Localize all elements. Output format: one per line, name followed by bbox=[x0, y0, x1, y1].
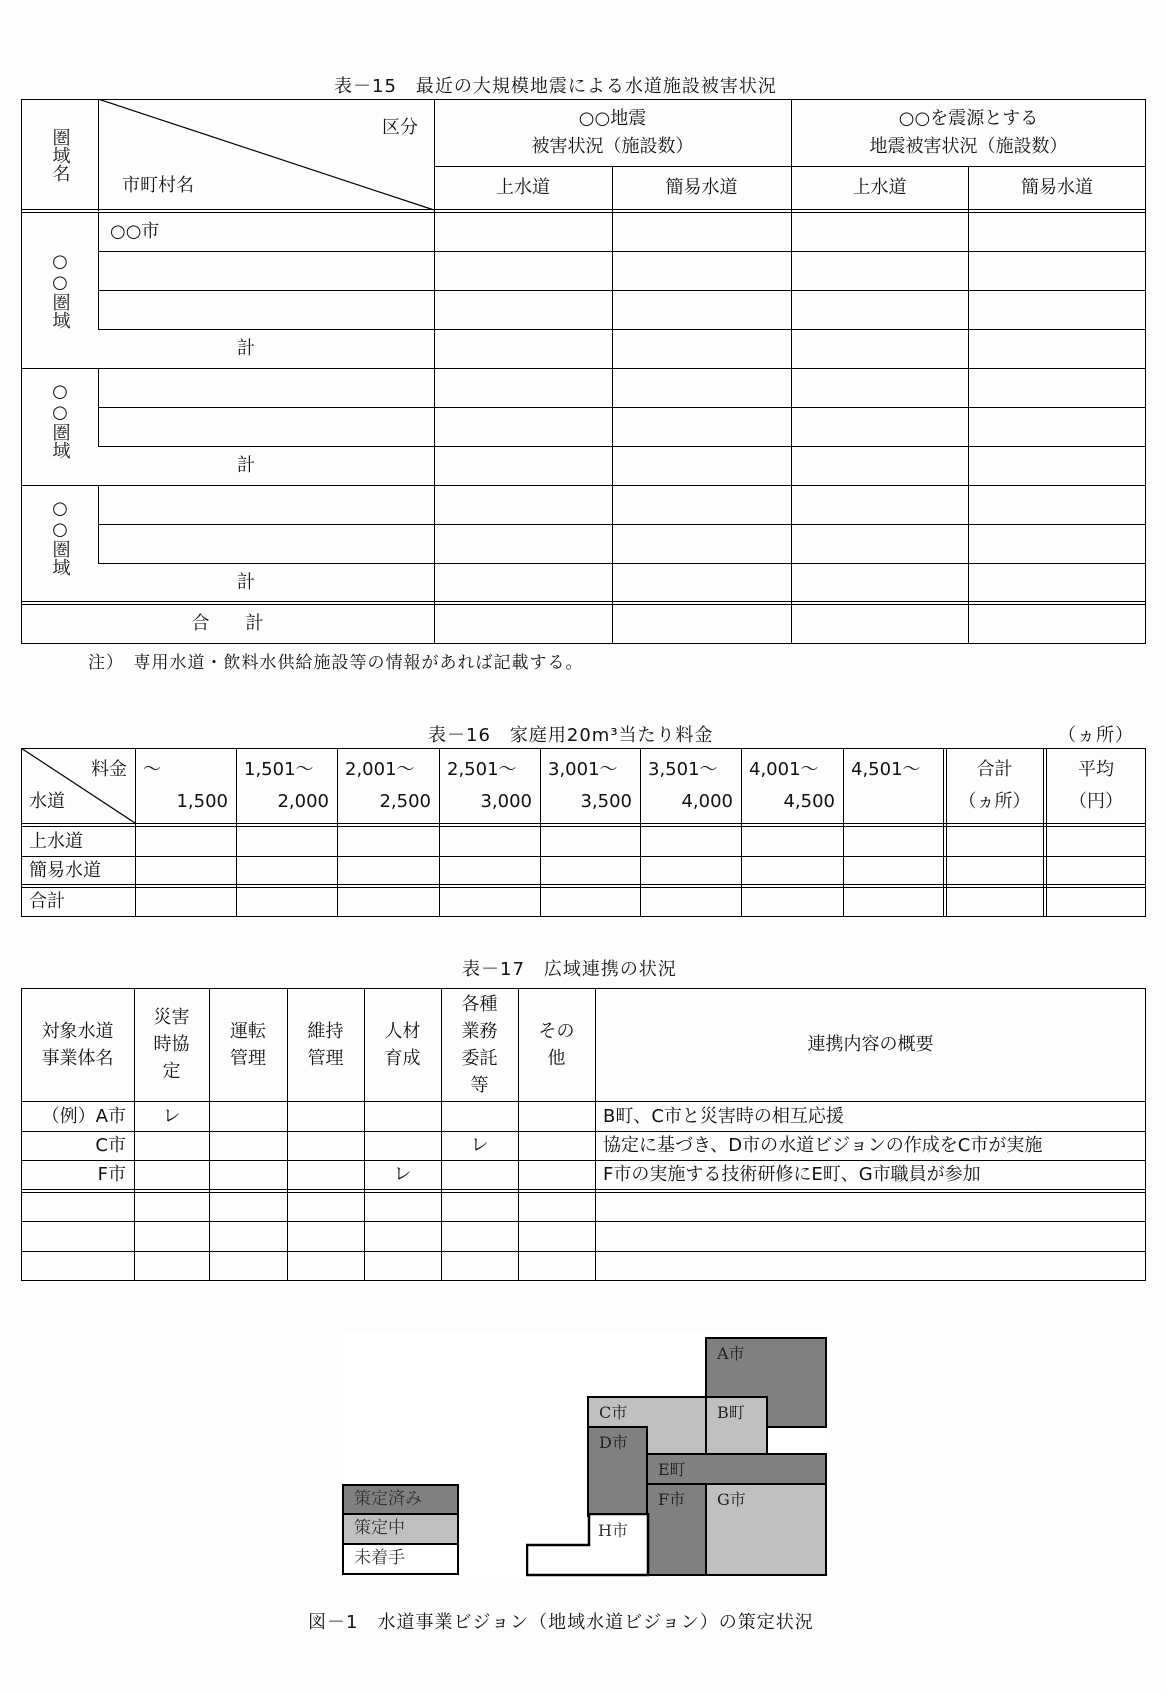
table-border bbox=[98, 251, 1146, 252]
table-border bbox=[98, 407, 1146, 408]
col-header-line1: 3,501～ bbox=[648, 758, 718, 780]
figure1-caption: 図－1 水道事業ビジョン（地域水道ビジョン）の策定状況 bbox=[308, 1612, 814, 1633]
col-header-line2: 3,500 bbox=[580, 790, 632, 812]
entity-name: C市 bbox=[95, 1135, 126, 1156]
col-header-line1: 4,501～ bbox=[851, 758, 921, 780]
header-line: 災害 bbox=[153, 1007, 190, 1028]
col-header-line1: 1,501～ bbox=[244, 758, 314, 780]
header-target-entity bbox=[21, 988, 134, 1101]
area-h-city-shape bbox=[526, 1513, 650, 1577]
area-f-city: F市 bbox=[646, 1483, 708, 1576]
header-sub-4: 簡易水道 bbox=[1021, 177, 1093, 198]
area-a-city: A市 bbox=[705, 1337, 827, 1428]
header-training bbox=[364, 988, 441, 1101]
header-line: 時協 bbox=[153, 1034, 190, 1055]
col-header-line1: 2,001～ bbox=[345, 758, 415, 780]
header-region-name: 圏域名 bbox=[49, 128, 71, 182]
col-header-line1: 4,001～ bbox=[749, 758, 819, 780]
header-line: 他 bbox=[547, 1047, 566, 1069]
table16-unit: （ヵ所） bbox=[1058, 725, 1134, 746]
table-border bbox=[612, 166, 613, 644]
header-line: 運転 bbox=[230, 1020, 266, 1042]
area-h-city-label: H市 bbox=[598, 1521, 628, 1540]
region-label-2: ○○圏域 bbox=[49, 381, 71, 459]
table-border bbox=[968, 166, 969, 644]
header-line: 事業体名 bbox=[41, 1047, 114, 1069]
header-category: 区分 bbox=[382, 116, 418, 138]
header-summary: 連携内容の概要 bbox=[807, 1034, 934, 1055]
col-header-line2: 1,500 bbox=[176, 790, 228, 812]
header-other bbox=[518, 988, 595, 1101]
table15-note: 注） 専用水道・飲料水供給施設等の情報があれば記載する。 bbox=[88, 653, 584, 673]
summary-cell: F市の実施する技術研修にE町、G市職員が参加 bbox=[603, 1164, 981, 1185]
header-line: 定 bbox=[162, 1061, 181, 1082]
header-group2-line1: ○○を震源とする bbox=[898, 107, 1039, 129]
row-label-kan-i-suido: 簡易水道 bbox=[29, 859, 101, 881]
header-municipality: 市町村名 bbox=[122, 174, 194, 196]
table-border bbox=[21, 748, 1146, 749]
entity-name: F市 bbox=[97, 1164, 126, 1185]
col-header-line1: 2,501～ bbox=[447, 758, 517, 780]
table-border bbox=[21, 887, 1146, 888]
area-g-city: G市 bbox=[705, 1483, 827, 1576]
table-border bbox=[98, 524, 1146, 525]
summary-cell: 協定に基づき、D市の水道ビジョンの作成をC市が実施 bbox=[603, 1135, 1043, 1156]
col-header-line2: 2,500 bbox=[379, 790, 431, 812]
area-b-town: B町 bbox=[705, 1396, 768, 1456]
table-border bbox=[21, 826, 1146, 827]
col-header-line2: 4,500 bbox=[783, 790, 835, 812]
header-line: 維持 bbox=[307, 1020, 344, 1042]
header-outsourcing bbox=[441, 988, 518, 1101]
table-border bbox=[21, 1192, 1146, 1193]
table-border bbox=[1043, 748, 1044, 917]
subtotal-label: 計 bbox=[237, 338, 255, 359]
table-border bbox=[21, 485, 1146, 486]
table-border bbox=[21, 1280, 1146, 1281]
table-border bbox=[21, 1189, 1146, 1190]
header-line: 人材 bbox=[384, 1020, 421, 1042]
table-border bbox=[98, 485, 99, 563]
header-line: 管理 bbox=[307, 1047, 344, 1069]
table16-title: 表－16 家庭用20m³当たり料金 bbox=[428, 725, 714, 746]
col-header-line2: 4,000 bbox=[681, 790, 733, 812]
table-border bbox=[21, 1221, 1146, 1222]
legend-in-progress: 策定中 bbox=[342, 1513, 459, 1545]
header-line: 等 bbox=[470, 1074, 489, 1096]
header-line: 業務 bbox=[461, 1020, 498, 1042]
header-line: その bbox=[538, 1020, 575, 1042]
col-header-line2: 2,000 bbox=[277, 790, 329, 812]
header-line: 育成 bbox=[384, 1047, 421, 1069]
table15-title: 表－15 最近の大規模地震による水道施設被害状況 bbox=[334, 76, 777, 97]
col-header-line1: ～ bbox=[143, 758, 161, 780]
header-group2-line2: 地震被害状況（施設数） bbox=[869, 135, 1068, 157]
col-header-average-unit: （円） bbox=[1069, 790, 1123, 812]
area-e-town: E町 bbox=[646, 1453, 827, 1486]
header-sub-1: 上水道 bbox=[496, 177, 550, 198]
header-group1-line2: 被害状況（施設数） bbox=[531, 135, 694, 157]
header-sub-2: 簡易水道 bbox=[665, 177, 738, 198]
grand-total-label: 合 計 bbox=[191, 613, 264, 634]
region-label-1: ○○圏域 bbox=[49, 251, 71, 329]
summary-cell: B町、C市と災害時の相互応援 bbox=[603, 1105, 844, 1127]
table-border bbox=[21, 643, 1146, 644]
area-d-city: D市 bbox=[587, 1426, 648, 1517]
corner-label-water: 水道 bbox=[29, 790, 65, 812]
subtotal-label: 計 bbox=[237, 455, 255, 476]
header-line: 委託 bbox=[461, 1047, 498, 1069]
subtotal-label: 計 bbox=[237, 572, 255, 593]
col-header-average: 平均 bbox=[1078, 758, 1114, 780]
header-disaster-agreement bbox=[134, 988, 209, 1101]
header-group1-line1: ○○地震 bbox=[578, 107, 647, 129]
header-line: 管理 bbox=[230, 1047, 266, 1069]
corner-label-fee: 料金 bbox=[91, 758, 127, 780]
table-border bbox=[21, 1251, 1146, 1252]
table-border bbox=[21, 368, 1146, 369]
region-label-3: ○○圏域 bbox=[49, 498, 71, 576]
col-header-total-unit: （ヵ所） bbox=[958, 790, 1031, 812]
row-label-total: 合計 bbox=[29, 891, 65, 912]
table-border bbox=[21, 884, 1146, 885]
municipality-cell[interactable]: ○○市 bbox=[110, 221, 160, 242]
check-mark: レ bbox=[470, 1135, 489, 1156]
check-mark: レ bbox=[393, 1164, 412, 1185]
table-border bbox=[98, 290, 1146, 291]
table17-title: 表－17 広域連携の状況 bbox=[462, 959, 677, 980]
check-mark: レ bbox=[162, 1105, 181, 1127]
table-border bbox=[21, 916, 1146, 917]
header-sub-3: 上水道 bbox=[852, 177, 907, 198]
col-header-total: 合計 bbox=[976, 758, 1013, 780]
entity-name: （例）A市 bbox=[41, 1105, 126, 1127]
row-label-josuido: 上水道 bbox=[29, 830, 83, 852]
area-c-city: C市 bbox=[587, 1396, 708, 1456]
table-border bbox=[98, 368, 99, 446]
header-operation bbox=[209, 988, 287, 1101]
table-border bbox=[21, 856, 1146, 857]
table-border bbox=[943, 748, 944, 917]
col-header-line2: 3,000 bbox=[480, 790, 532, 812]
legend-not-started: 未着手 bbox=[342, 1543, 459, 1575]
table-border bbox=[21, 823, 1146, 824]
col-header-line1: 3,001～ bbox=[548, 758, 618, 780]
legend-completed: 策定済み bbox=[342, 1484, 459, 1515]
header-maintenance bbox=[287, 988, 364, 1101]
header-line: 対象水道 bbox=[41, 1020, 114, 1042]
header-line: 各種 bbox=[461, 993, 498, 1015]
